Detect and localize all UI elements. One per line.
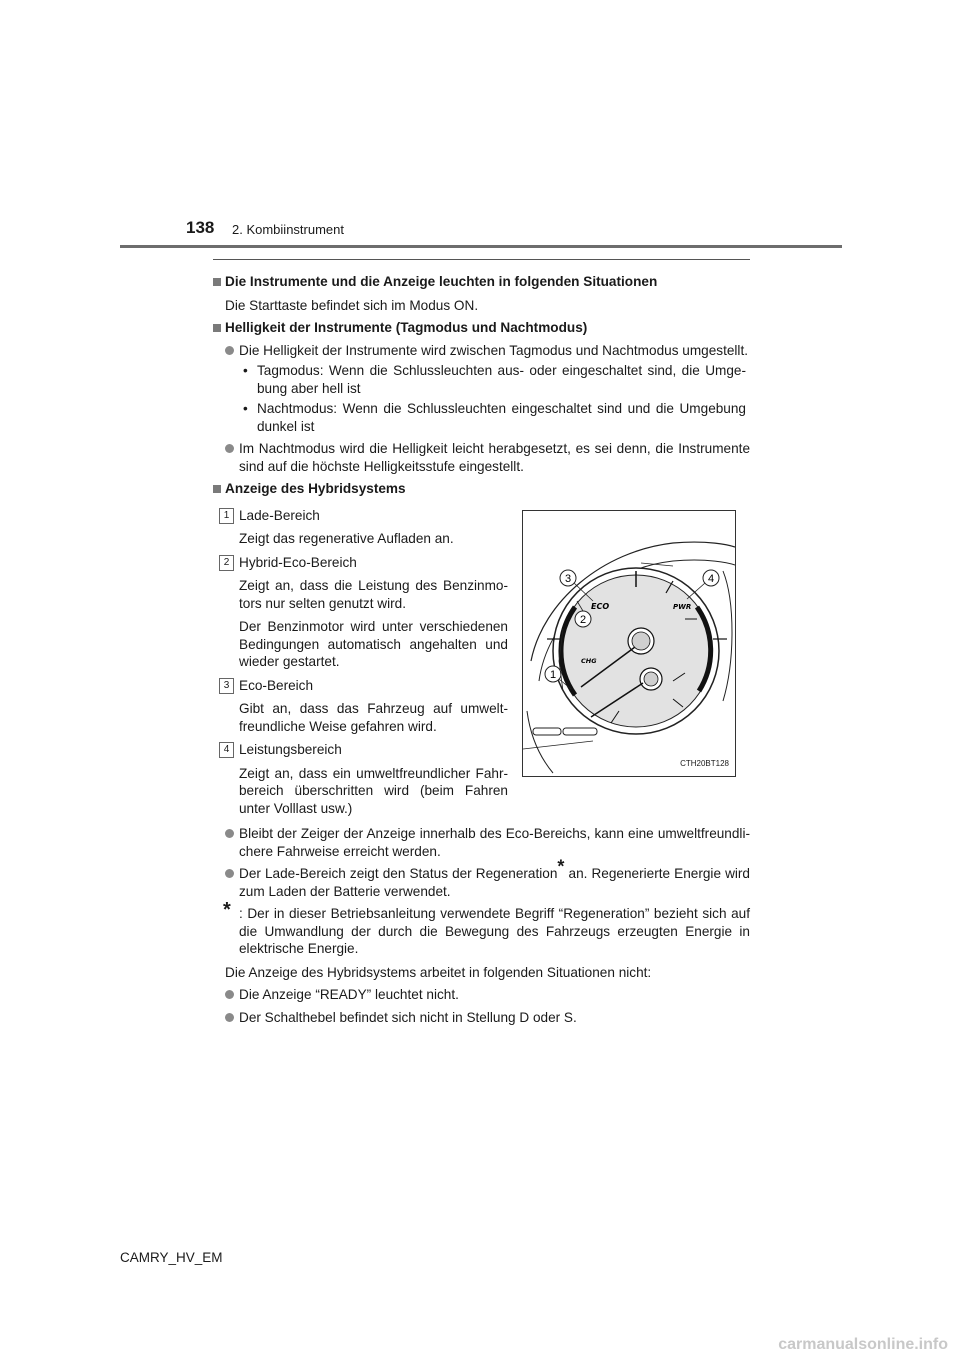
footer-model-code: CAMRY_HV_EM [120,1250,223,1265]
bullet-item: Die Anzeige “READY” leuchtet nicht. [213,986,750,1004]
paragraph: Die Anzeige des Hybridsystems arbeitet in folgenden Situationen nicht: [225,964,652,980]
section-heading: Die Instrumente und die Anzeige leuchten in folgenden Situationen [213,273,750,291]
main-content [213,268,750,1026]
section-heading: Helligkeit der Instrumente (Tagmodus und Nachtmodus) [213,319,750,337]
footnote-star: * [223,899,231,921]
bullet-item: Bleibt der Zeiger der Anzeige innerhalb des Eco-Bereichs, kann eine umweltfreundli-chere Fahrweise erreicht werden. [213,825,750,860]
chapter-title: 2. Kombiinstrument [232,222,344,237]
legend-label: Eco-Bereich [239,677,314,693]
eco-label: ECO [591,601,610,611]
number-badge: 2 [219,555,234,571]
sub-bullet-item: • Tagmodus: Wenn die Schlussleuchten aus- oder eingeschaltet sind, die Umge-bung aber hell ist [213,362,750,397]
bullet-text: an. Regenerierte Energie wird zum Laden der Batterie verwendet. [239,866,750,899]
page-number: 138 [186,218,215,237]
pwr-label: PWR [673,602,692,611]
bullet-item [213,856,750,900]
section-rule [213,259,750,260]
footnote-marker: * [557,856,565,877]
legend-label: Leistungsbereich [239,742,342,757]
gauge-illustration [522,510,736,777]
hybrid-indicator-section [213,503,750,818]
bullet-text: Der Lade-Bereich zeigt den Status der Regeneration [239,866,558,881]
bullet-item: Die Helligkeit der Instrumente wird zwischen Tagmodus und Nachtmodus umgestellt. [213,342,750,360]
legend-list [213,503,508,818]
bullet-item: Der Schalthebel befindet sich nicht in Stellung D oder S. [213,1009,750,1027]
legend-label: Lade-Bereich [239,507,320,523]
section-heading: Anzeige des Hybridsystems [213,480,750,498]
legend-description: Zeigt an, dass die Leistung des Benzinmo-tors nur selten genutzt wird. [239,578,508,611]
legend-description: Gibt an, dass das Fahrzeug auf umwelt-freundliche Weise gefahren wird. [239,701,508,734]
legend-description: Zeigt das regenerative Aufladen an. [239,531,454,546]
legend-item [213,554,508,572]
callout-1: 1 [549,668,557,681]
legend-item [213,507,508,525]
footnote-text: : Der in dieser Betriebsanleitung verwendete Begriff “Regeneration” bezieht sich auf die Umwandlung der durch die Bewegung des Fahrzeugs erzeugten Energie in elektrische Energie. [239,906,750,956]
sub-bullet-item: • Nachtmodus: Wenn die Schlussleuchten eingeschaltet sind und die Umgebung dunkel ist [213,400,750,435]
number-badge: 1 [219,508,234,524]
legend-item [213,677,508,695]
footnote [213,899,750,958]
number-badge: 4 [219,742,234,758]
legend-item [213,741,508,759]
watermark: carmanualsonline.info [778,1336,948,1353]
callout-4: 4 [707,572,715,585]
callout-3: 3 [564,572,572,585]
callout-2: 2 [579,613,587,626]
figure-code: CTH20BT128 [680,759,729,768]
header-rule [120,245,842,248]
legend-label: Hybrid-Eco-Bereich [239,554,357,570]
chg-label: CHG [581,656,597,665]
bullet-item: Im Nachtmodus wird die Helligkeit leicht herabgesetzt, es sei denn, die Instrumente sind auf die höchste Helligkeitsstufe eingestellt. [213,440,750,475]
hybrid-gauge-drawing [523,511,735,776]
paragraph: Die Starttaste befindet sich im Modus ON. [225,297,479,313]
number-badge: 3 [219,678,234,694]
legend-description: Der Benzinmotor wird unter verschiedenen Bedingungen automatisch angehalten und wieder gestartet. [239,619,508,669]
legend-description: Zeigt an, dass ein umweltfreundlicher Fahr-bereich überschritten wird (beim Fahren unter Volllast usw.) [239,765,508,816]
